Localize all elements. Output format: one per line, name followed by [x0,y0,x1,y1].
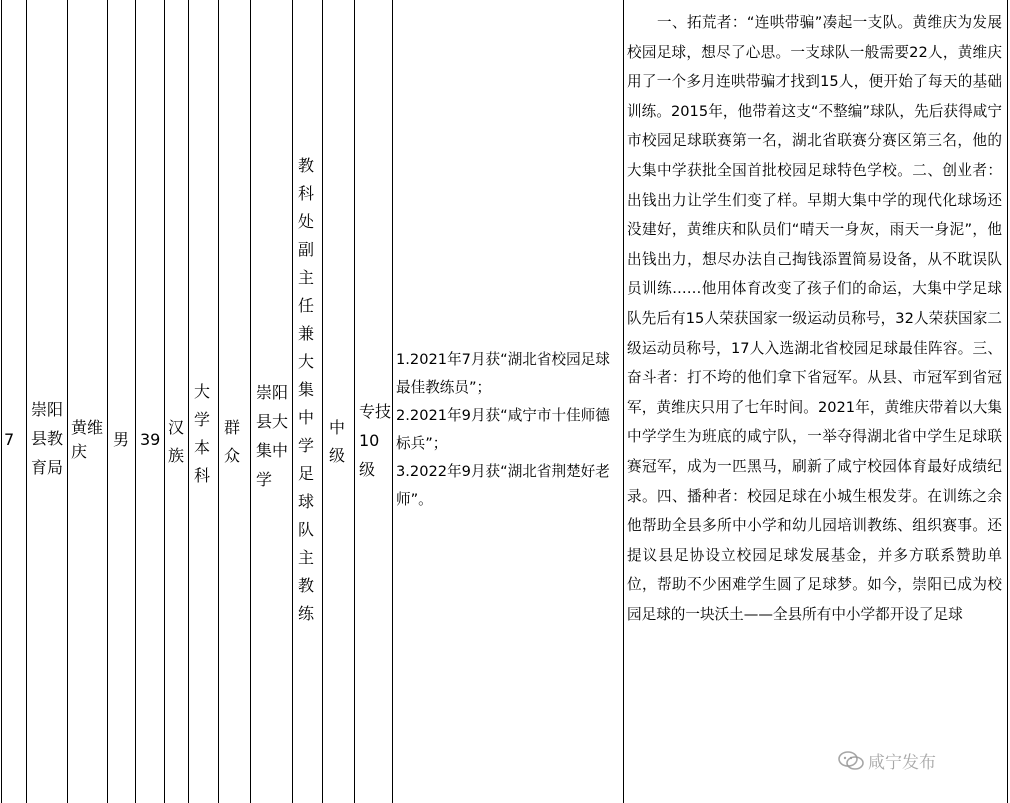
table-border [623,0,624,803]
table-border [164,0,165,803]
table-border-left [1,0,2,803]
table-border [107,0,108,803]
tech-level-cell: 专技10级 [359,402,392,479]
table-border [292,0,293,803]
table-border [250,0,251,803]
watermark-text: 咸宁发布 [868,753,936,773]
table-border [67,0,68,803]
school-cell: 崇阳县大集中学 [256,383,289,489]
education-cell: 大学本科 [194,382,211,485]
wechat-icon [838,751,864,771]
biography-cell: 一、拓荒者：“连哄带骗”凑起一支队。黄维庆为发展校园足球，想尽了心思。一支球队一般需要22人，黄维庆用了一个多月连哄带骗才找到15人，便开始了每天的基础训练。2015年，他带着这支“不整编”球队，先后获得咸宁市校园足球联赛第一名，湖北省联赛分赛区第三名，他的大集中学获批全国首批校园足球特色学校。二、创业者：出钱出力让学生们变了样。早期大集中学的现代化球场还没建好，黄维庆和队员们“晴天一身灰，雨天一身泥”，他出钱出力，想尽办法自己掏钱添置简易设备，从不耽误队员训练……他用体育改变了孩子们的命运，大集中学足球队先后有15人荣获国家一级运动员称号，32人荣获国家二级运动员称号，17人入选湖北省校园足球最佳阵容。三、奋斗者：打不垮的他们拿下省冠军。从县、市冠军到省冠军，黄维庆只用了七年时间。2021年，黄维庆带着以大集中学学生为班底的咸宁队，一举夺得湖北省中学生足球联赛冠军，成为一匹黑马，刷新了咸宁校园体育最好成绩纪录。四、播种者：校园足球在小城生根发芽。在训练之余他帮助全县多所中小学和幼儿园培训教练、组织赛事。还提议县足协设立校园足球发展基金，并多方联系赞助单位，帮助不少困难学生圆了足球梦。如今，崇阳已成为校园足球的一块沃土——全县所有中小学都开设了足球 [627,14,1002,623]
ethnicity-cell: 汉族 [168,418,185,465]
table-border [135,0,136,803]
table-border [218,0,219,803]
table-border [392,0,393,803]
name-cell: 黄维庆 [71,418,104,461]
position-cell: 教科处副主任兼大集中学足球队主教练 [298,156,315,623]
achievement-item: 2.2021年9月获“咸宁市十佳师德标兵”； [396,407,610,452]
age-cell: 39 [140,430,161,449]
table-border [188,0,189,803]
achievements-cell [396,346,620,514]
watermark [838,748,936,773]
table-border [26,0,27,803]
row-index: 7 [4,430,15,449]
unit-cell: 崇阳县教育局 [31,400,64,477]
table-border [322,0,323,803]
achievement-item: 3.2022年9月获“湖北省荆楚好老师”。 [396,463,610,508]
gender-cell: 男 [113,430,130,449]
table-border-right [1007,0,1008,803]
achievement-item: 1.2021年7月获“湖北省校园足球最佳教练员”； [396,351,610,396]
political-status-cell: 群众 [224,418,241,465]
title-rank-cell: 中级 [329,418,346,465]
table-border [354,0,355,803]
